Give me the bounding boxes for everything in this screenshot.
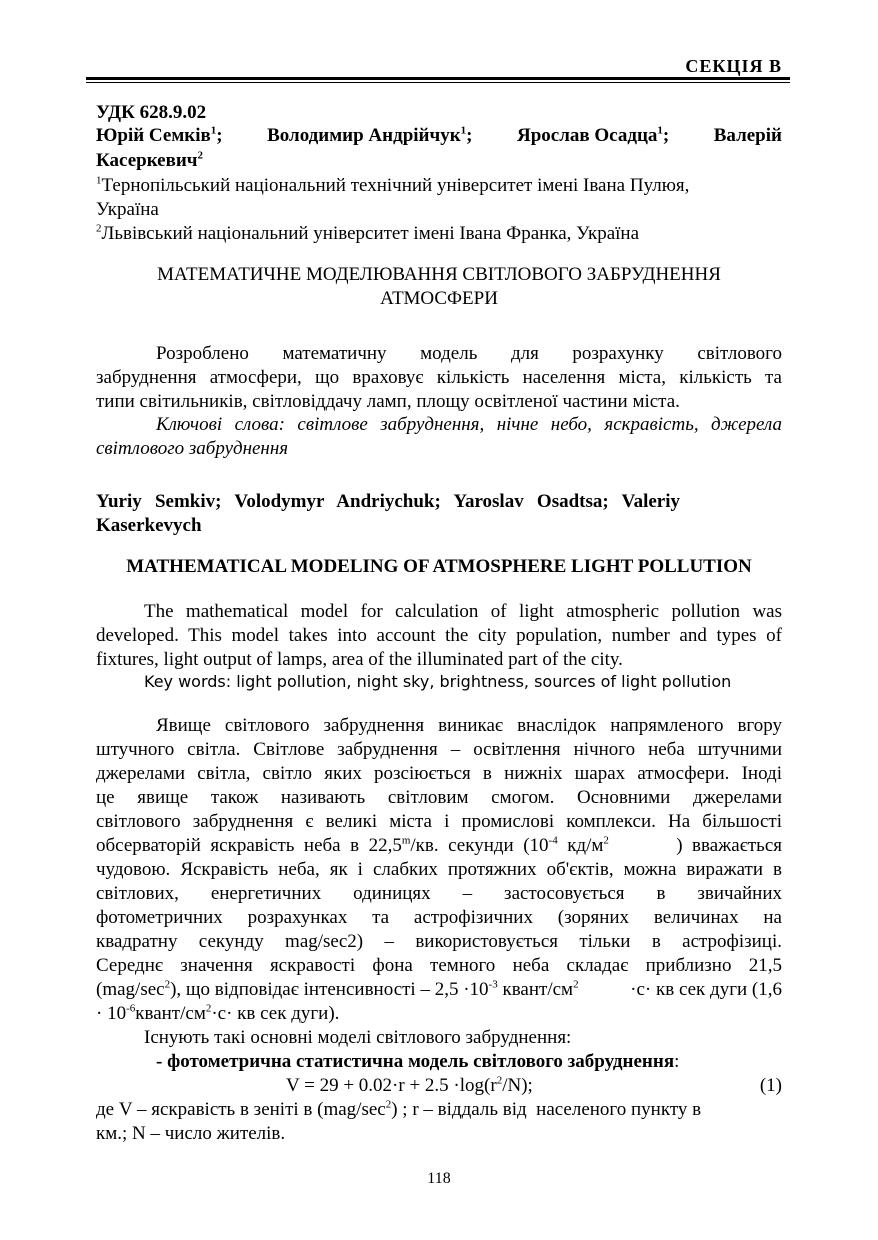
en-abstract-line2: developed. This model takes into account the city population, number and types of	[96, 625, 782, 646]
body-line-9: фотометричних розрахунках та астрофізичних (зоряних величинах на	[96, 907, 782, 928]
models-intro: Існують такі основні моделі світлового забруднення:	[144, 1027, 572, 1048]
header-rule-thick	[86, 77, 790, 80]
definition-line2: км.; N – число жителів.	[96, 1123, 286, 1144]
ua-title-line2: АТМОСФЕРИ	[380, 288, 498, 309]
formula-1: $V = 29 + 0.02\cdot r + 2.5 \cdot\log(r^2/N)$;	[286, 1074, 533, 1096]
ua-abstract-line2: забруднення атмосфери, що враховує кількість населення міста, кількість та	[96, 367, 782, 388]
ua-author-4: Валерій	[713, 125, 782, 146]
ua-keywords-line1: Ключові слова: світлове забруднення, нічне небо, яскравість, джерела	[156, 414, 782, 435]
model-heading: - фотометрична статистична модель світлового забруднення:	[156, 1051, 680, 1072]
body-line-7: чудовою. Яскравість неба, як і слабких протяжних об'єктів, можна виражати в	[96, 859, 782, 880]
definition-line1: де V – яскравість в зеніті в $(mag/\sec^2)$ ; r – віддаль від населеного пункту в	[96, 1098, 702, 1120]
ua-author-2: Володимир Андрійчук$^1$;	[267, 124, 473, 146]
en-keywords: Key words: light pollution, night sky, brightness, sources of light pollution	[144, 672, 732, 691]
ua-abstract-line1: Розроблено математичну модель для розрахунку світлового	[156, 343, 782, 364]
en-authors-line2: Kaserkevych	[96, 515, 202, 536]
ua-author-3: Ярослав Осадца$^1$;	[517, 124, 670, 146]
body-line-5: світлового забруднення є великі міста і промислові комплекси. На більшості	[96, 811, 782, 832]
en-authors-line1: Yuriy Semkiv; Volodymyr Andriychuk; Yaroslav Osadtsa; Valeriy	[96, 491, 680, 512]
ua-abstract-line3: типи світильників, світловіддачу ламп, площу освітленої частини міста.	[96, 391, 680, 412]
section-header: СЕКЦІЯ В	[685, 56, 782, 76]
body-line-13: · $10^{-6}квант/см^2\cdot с\cdot$ кв сек дуги).	[96, 1002, 340, 1024]
en-abstract-line3: fixtures, light output of lamps, area of the illuminated part of the city.	[96, 649, 623, 670]
body-line-11: Середнє значення яскравості фона темного неба складає приблизно 21,5	[96, 955, 782, 976]
body-line-12: $(mag/\sec^2)$, що відповідає інтенсивності – $2,5 \cdot 10^{-3}$ квант/$см^2$ ·с· кв сек дуги (1,6	[96, 978, 782, 1000]
body-line-10: квадратну секунду mag/sec2) – використовується тільки в астрофізиці.	[96, 931, 782, 952]
affiliation-1: $^1$Тернопільський національний технічний університет імені Івана Пулюя,	[96, 174, 690, 196]
body-line-8: світлових, енергетичних одиницях – застосовується в звичайних	[96, 883, 782, 904]
en-abstract-line1: The mathematical model for calculation of light atmospheric pollution was	[144, 601, 782, 622]
affiliation-1-country: Україна	[96, 199, 159, 220]
ua-title-line1: МАТЕМАТИЧНЕ МОДЕЛЮВАННЯ СВІТЛОВОГО ЗАБРУДНЕННЯ	[157, 264, 721, 285]
ua-keywords-line2: світлового забруднення	[96, 438, 289, 459]
ua-author-1: Юрій Семків$^1$;	[96, 124, 223, 146]
body-line-6: обсерваторій яскравість неба в 22,5$^m$/кв. секунди ($10^{-4}$ $кд/м^2$ ) вважається	[96, 834, 782, 856]
page-number: 118	[427, 1170, 451, 1187]
body-line-2: штучного світла. Світлове забруднення – освітлення нічного неба штучними	[96, 739, 782, 760]
ua-authors-line1	[96, 124, 782, 147]
body-line-4: це явище також називають світловим смогом. Основними джерелами	[96, 787, 782, 808]
body-line-3: джерелами світла, світло яких розсіюється в нижніх шарах атмосфери. Іноді	[96, 763, 782, 784]
body-line-1: Явище світлового забруднення виникає внаслідок напрямленого вгору	[156, 715, 782, 736]
udk-code: УДК 628.9.02	[96, 102, 207, 123]
header-rule-thin	[86, 82, 790, 83]
ua-authors-line2: Касеркевич$^2$	[96, 149, 204, 171]
en-title: MATHEMATICAL MODELING OF ATMOSPHERE LIGHT POLLUTION	[126, 556, 752, 577]
formula-number: (1)	[759, 1075, 782, 1096]
affiliation-2: $^2$Львівський національний університет імені Івана Франка, Україна	[96, 222, 640, 244]
